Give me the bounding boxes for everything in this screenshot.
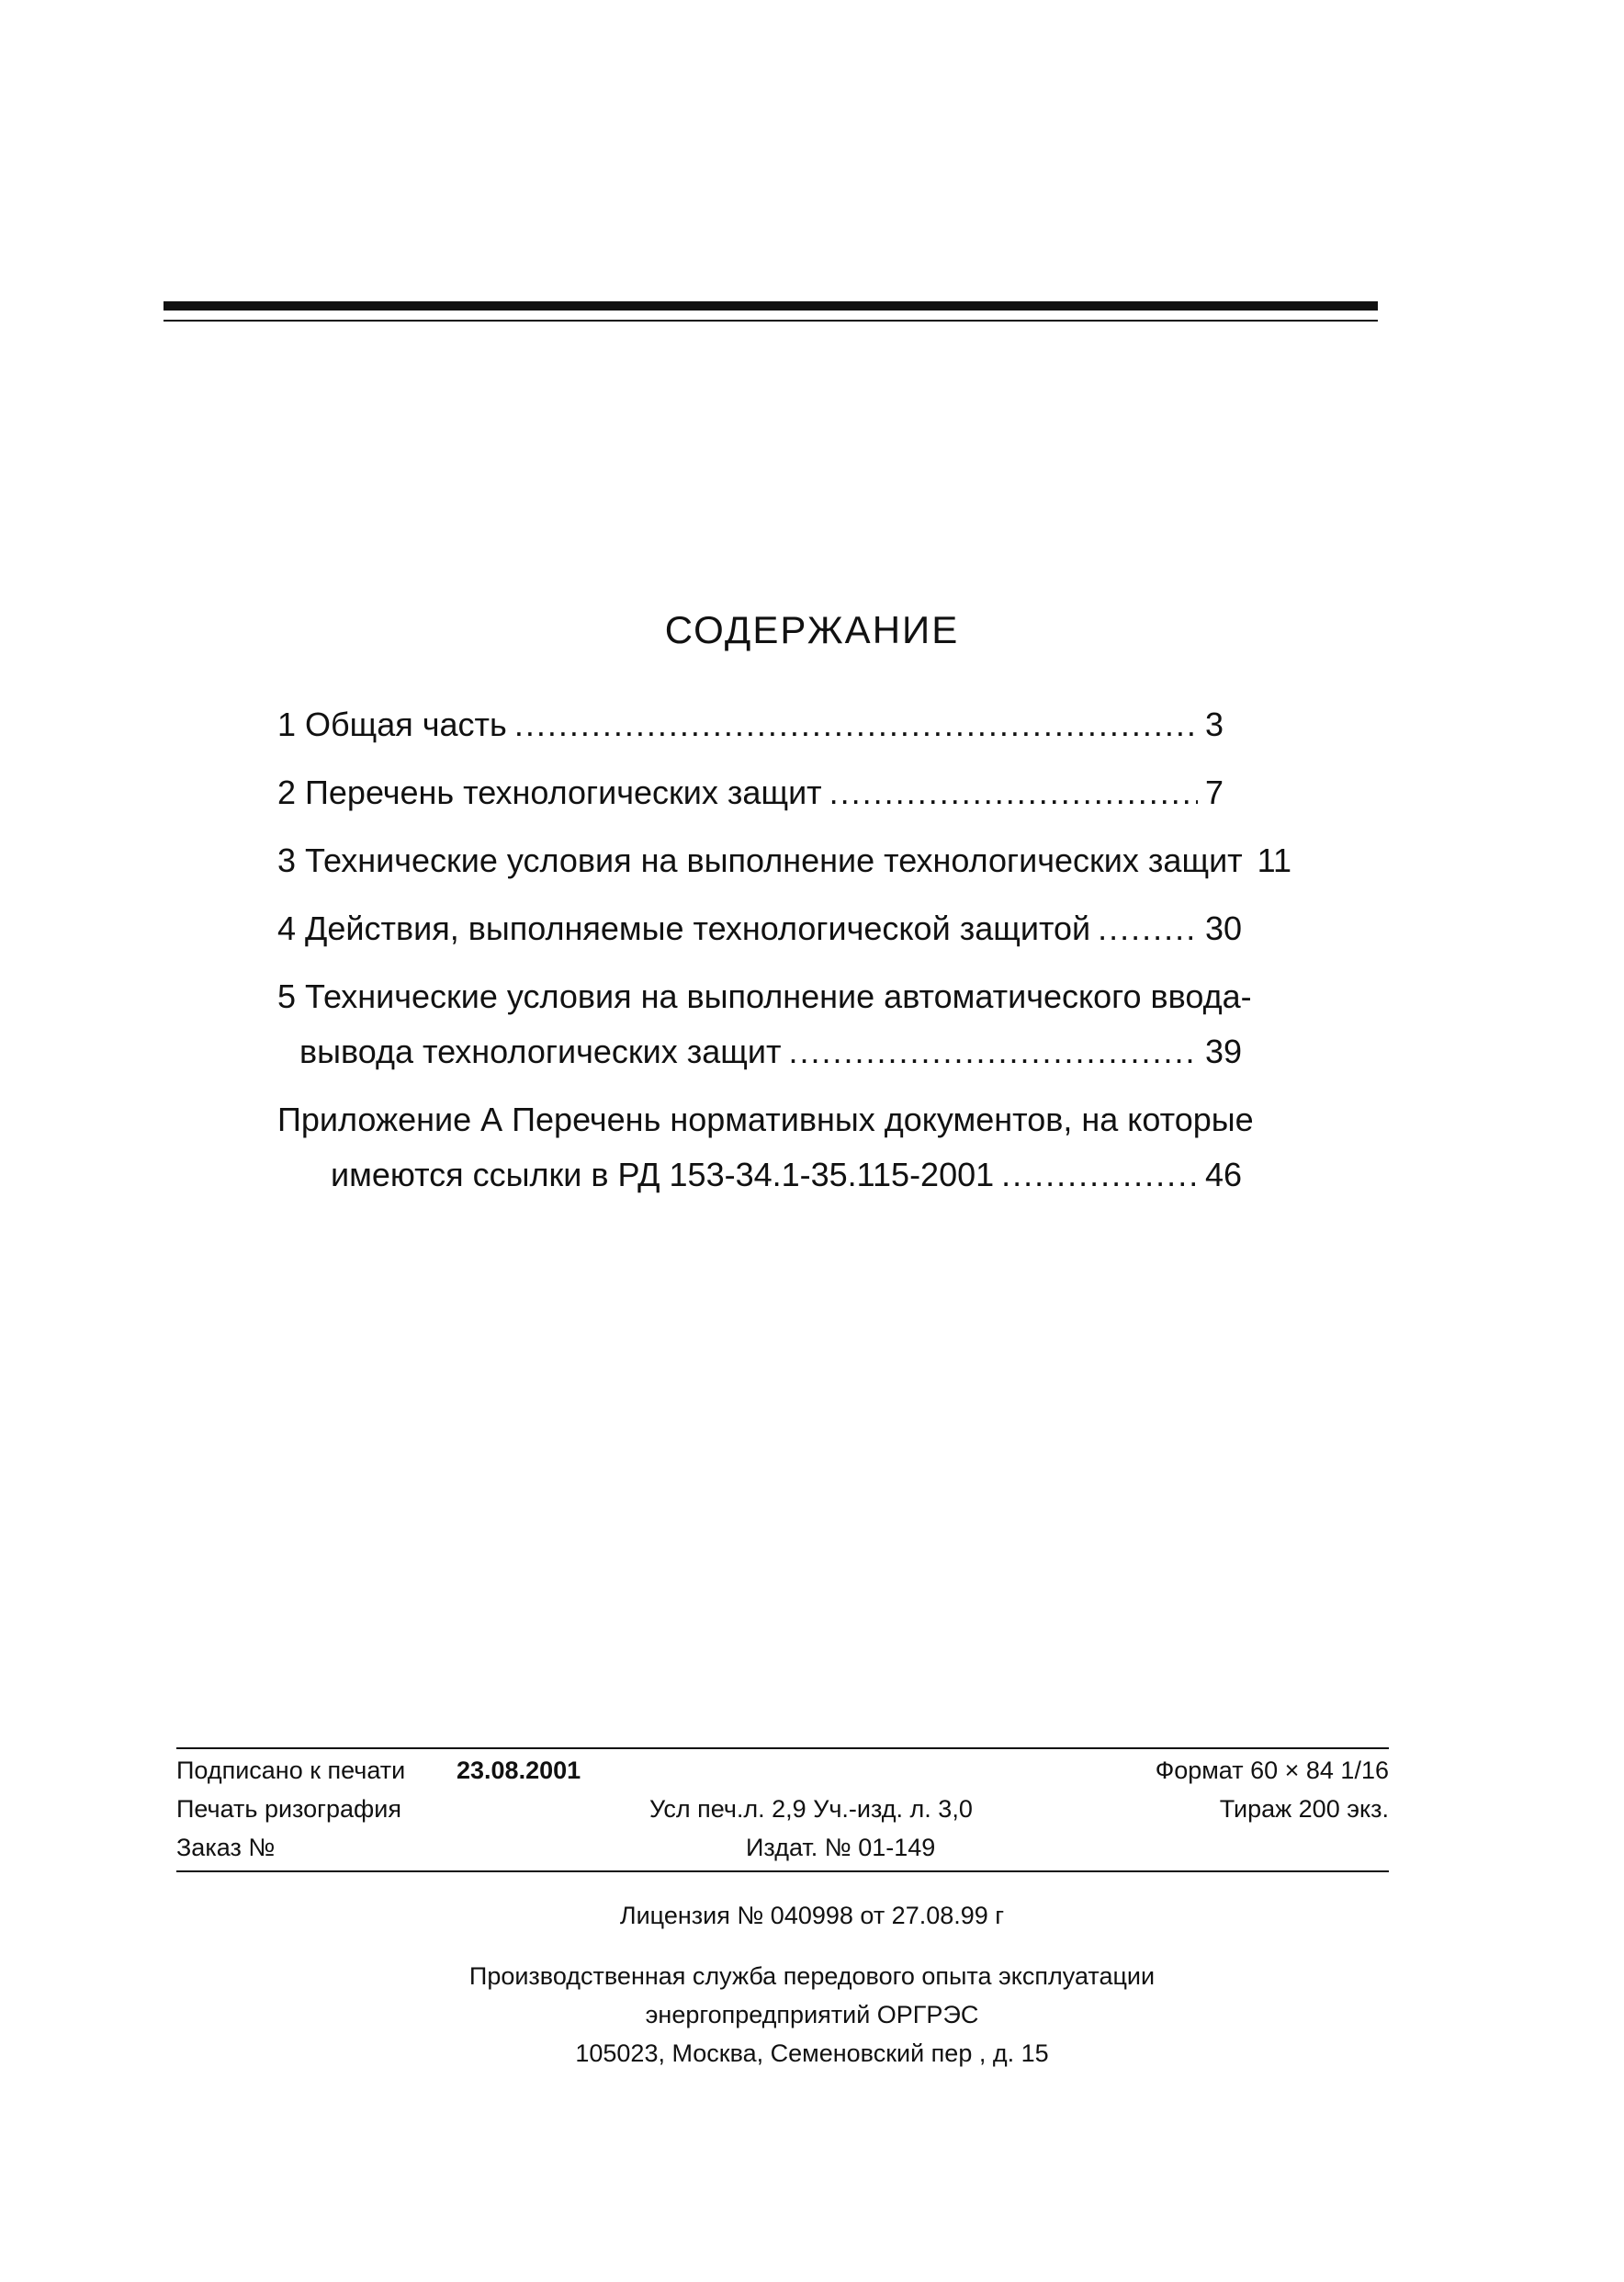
toc-item-text: 1 Общая часть <box>277 706 507 743</box>
table-of-contents <box>277 706 1292 1224</box>
signed-date: 23.08.2001 <box>457 1757 581 1784</box>
toc-leader <box>829 774 1198 812</box>
toc-page-number: 46 <box>1205 1156 1243 1193</box>
license: Лицензия № 040998 от 27.08.99 г <box>619 1902 1005 1929</box>
toc-item[interactable] <box>277 774 1251 842</box>
toc-item-text: 2 Перечень технологических защит <box>277 774 822 811</box>
print-type: Печать ризография <box>176 1795 401 1823</box>
toc-leader <box>514 706 1198 744</box>
toc-item-text: 5 Технические условия на выполнение автоматического ввода- <box>277 977 1252 1015</box>
order-number: Заказ № <box>176 1834 276 1861</box>
toc-item[interactable] <box>277 706 1251 774</box>
toc-page-number: 30 <box>1205 909 1243 947</box>
publisher-address: 105023, Москва, Семеновский пер , д. 15 <box>575 2039 1049 2067</box>
imprint-bottom-rule <box>176 1870 1389 1872</box>
publication-number: Издат. № 01-149 <box>746 1834 936 1861</box>
circulation: Тираж 200 экз. <box>1219 1795 1389 1823</box>
toc-leader <box>1001 1156 1198 1194</box>
imprint-top-rule <box>176 1747 1389 1749</box>
header-rule-thin <box>164 320 1378 322</box>
toc-page-number: 39 <box>1205 1033 1243 1070</box>
publisher-line-2: энергопредприятий ОРГРЭС <box>645 2001 979 2028</box>
header-rule-thick <box>164 301 1378 311</box>
sheets: Усл печ.л. 2,9 Уч.-изд. л. 3,0 <box>649 1795 973 1823</box>
toc-item-text-continued: вывода технологических защит <box>299 1033 782 1070</box>
signed-label: Подписано к печати <box>176 1757 406 1784</box>
toc-item-text-continued: имеются ссылки в РД 153-34.1-35.115-2001 <box>331 1156 995 1193</box>
publisher-line-1: Производственная служба передового опыта эксплуатации <box>468 1962 1156 1990</box>
toc-title: СОДЕРЖАНИЕ <box>664 608 960 651</box>
toc-item[interactable] <box>277 842 1292 909</box>
toc-item-text: 3 Технические условия на выполнение технологических защит <box>277 842 1243 879</box>
toc-item[interactable] <box>277 909 1251 977</box>
toc-leader <box>1098 909 1198 948</box>
toc-page-number: 7 <box>1205 774 1224 811</box>
toc-item[interactable] <box>277 977 1251 1088</box>
toc-item[interactable] <box>277 1101 1254 1211</box>
format: Формат 60 × 84 1/16 <box>1155 1757 1389 1784</box>
toc-page-number: 11 <box>1257 842 1292 879</box>
toc-page-number: 3 <box>1205 706 1224 743</box>
toc-leader <box>788 1033 1198 1071</box>
toc-item-text: Приложение А Перечень нормативных документов, на которые <box>277 1101 1254 1138</box>
toc-item-text: 4 Действия, выполняемые технологической защитой <box>277 909 1091 947</box>
